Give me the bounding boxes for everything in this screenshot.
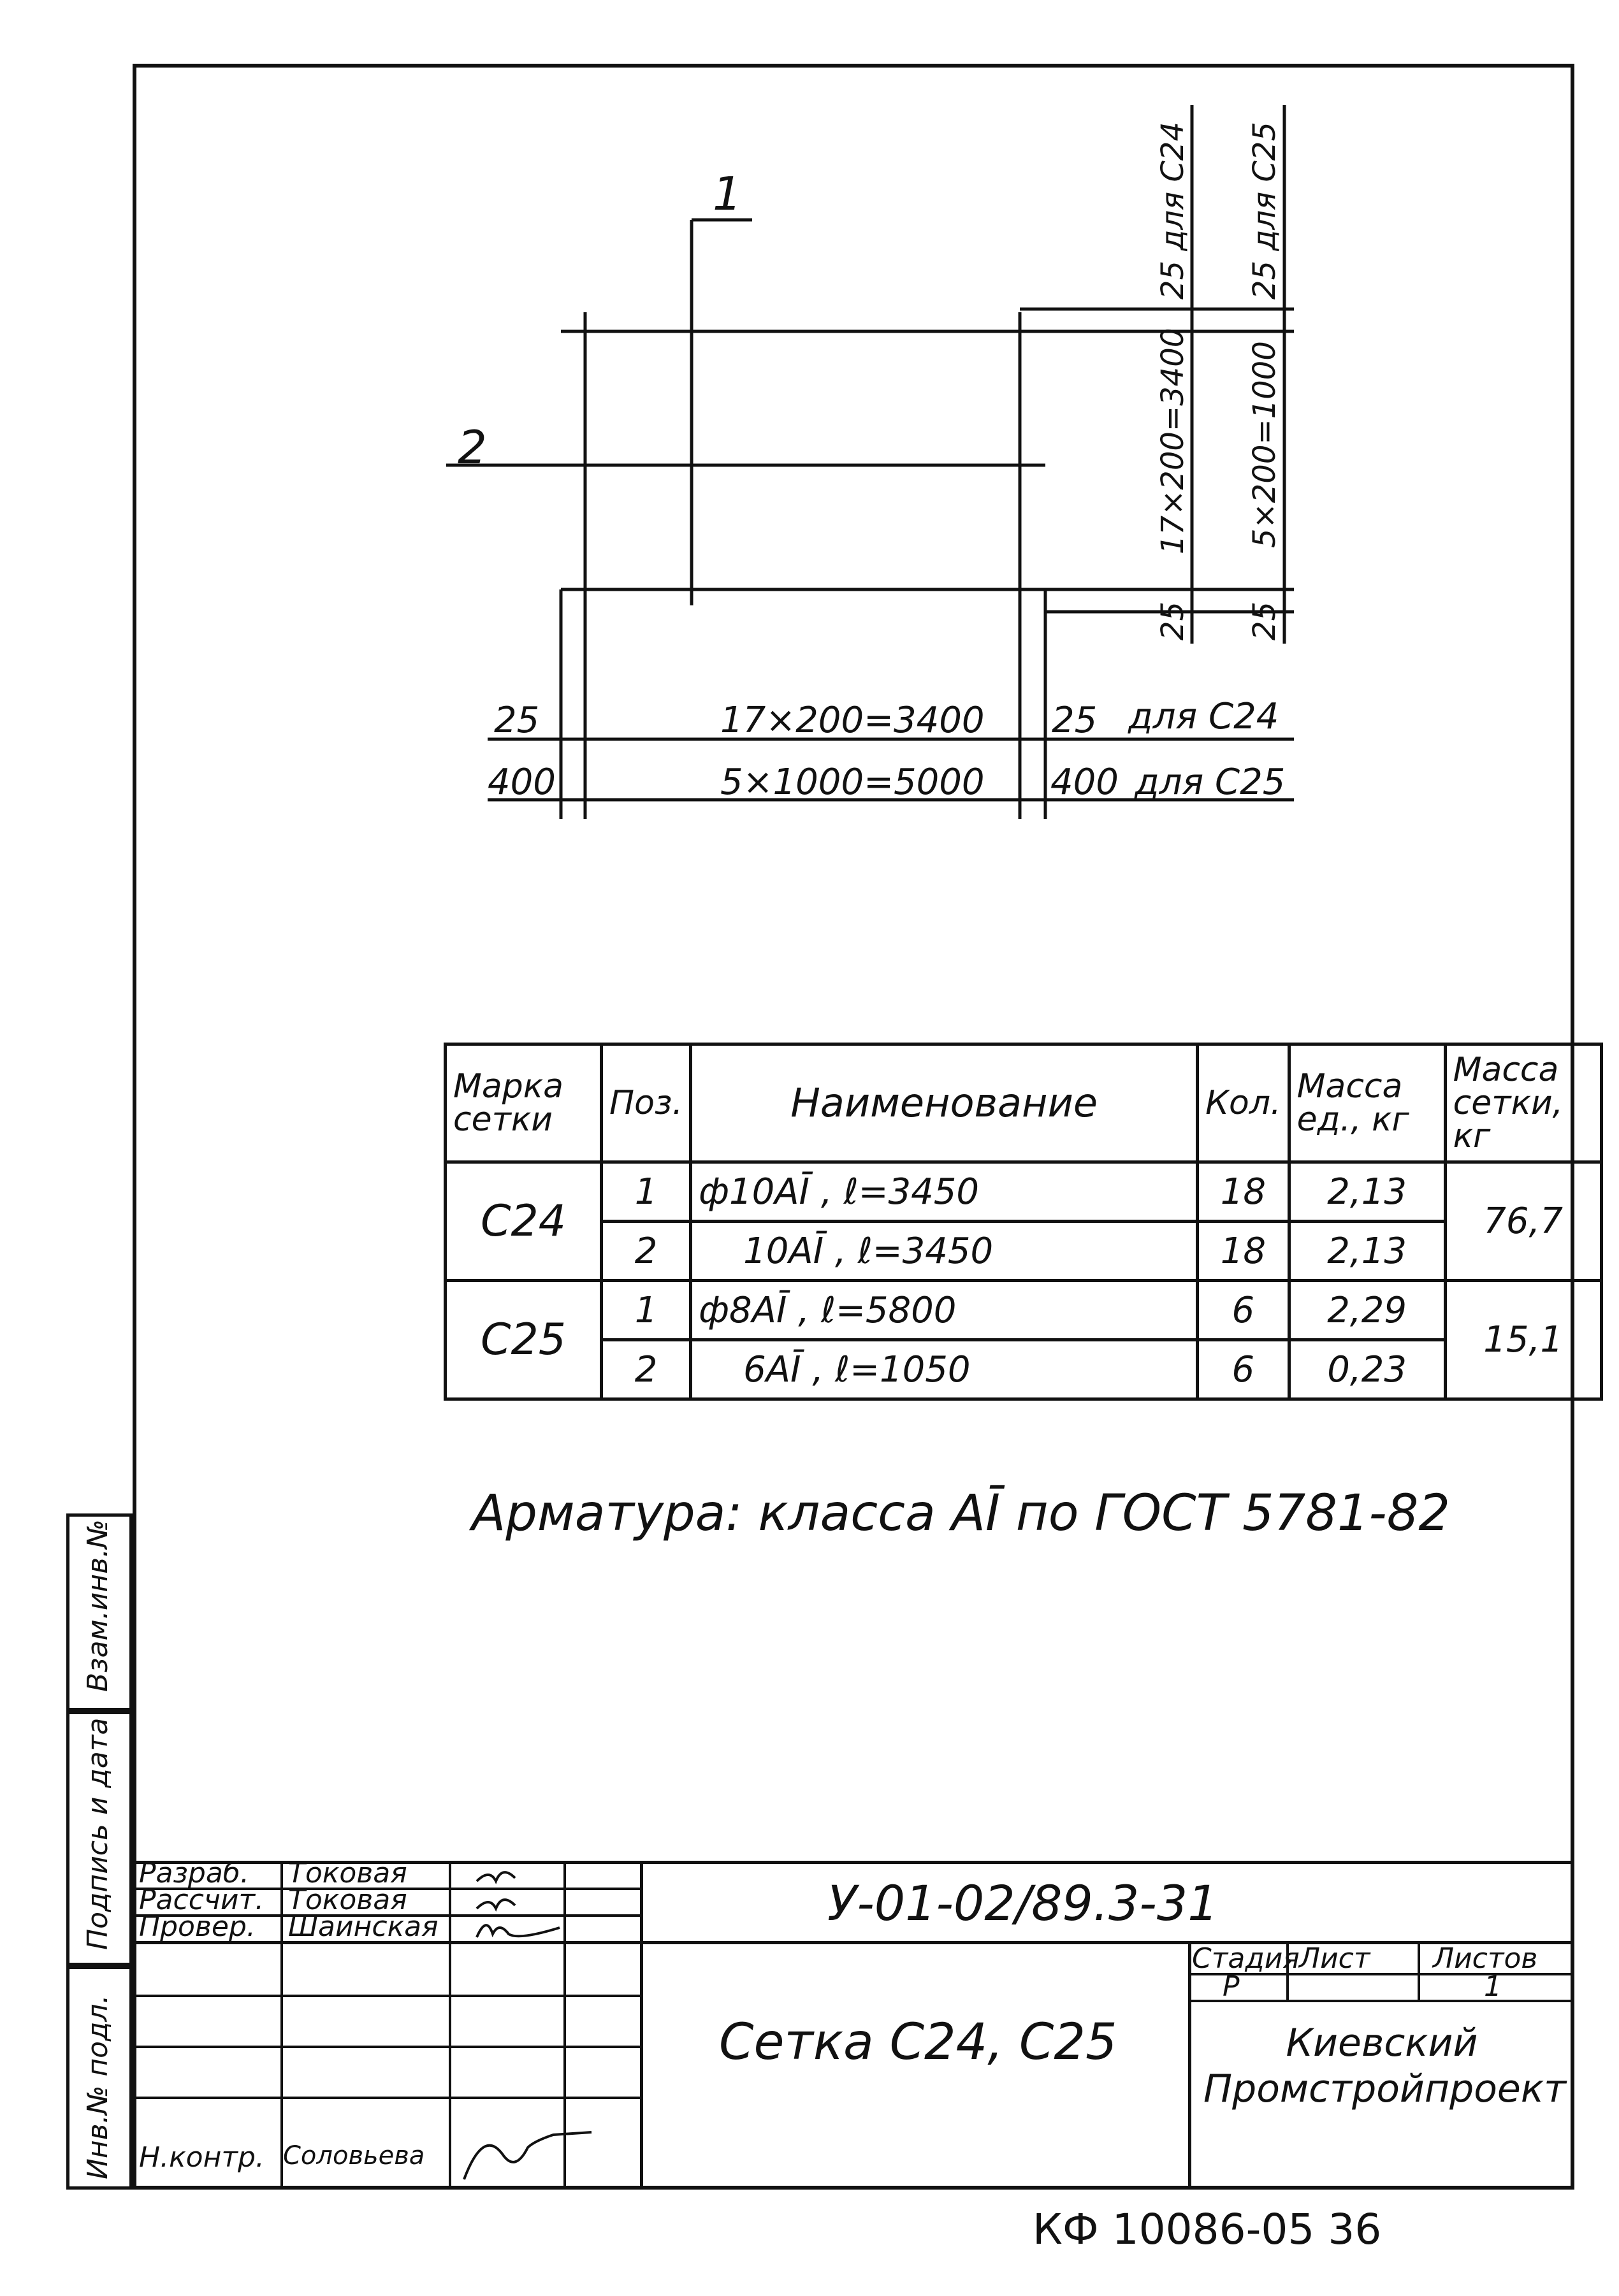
role-1: Рассчит. [139, 1884, 265, 1916]
item-name: 10АĪ , ℓ=3450 [691, 1222, 1198, 1281]
dim-right-c25-bottom: 25 [1247, 601, 1282, 640]
item-name: ф10АĪ , ℓ=3450 [691, 1162, 1198, 1222]
table-row [446, 1340, 1602, 1399]
role-0: Разраб. [139, 1857, 249, 1889]
stage-value: Р [1223, 1970, 1240, 2003]
item-name: ф8АĪ , ℓ=5800 [691, 1281, 1198, 1340]
pos: 2 [602, 1340, 691, 1399]
qty: 6 [1198, 1340, 1289, 1399]
mark-c24: С24 [446, 1162, 602, 1281]
stage-label: Стадия [1192, 1942, 1300, 1975]
sheets-label: Листов [1433, 1942, 1538, 1975]
specification-table [444, 1043, 1603, 1401]
table-row [446, 1281, 1602, 1340]
name-1: Токовая [288, 1884, 407, 1916]
pos: 1 [602, 1281, 691, 1340]
name-0: Токовая [288, 1857, 407, 1889]
table-row [446, 1162, 1602, 1222]
col-qty: Кол. [1198, 1044, 1289, 1162]
col-pos: Поз. [602, 1044, 691, 1162]
footer-stamp: КФ 10086-05 36 [1033, 2205, 1382, 2254]
unit-mass: 2,13 [1289, 1222, 1445, 1281]
callout-1: 1 [713, 167, 742, 220]
col-name: Наименование [691, 1044, 1198, 1162]
side-label-inventory: Инв.№ подл. [82, 1995, 114, 2179]
pos: 1 [602, 1162, 691, 1222]
document-code: У-01-02/89.3-31 [827, 1875, 1219, 1931]
side-label-replacement: Взам.инв.№ [82, 1519, 114, 1692]
total-mass-c25: 15,1 [1445, 1281, 1601, 1399]
qty: 18 [1198, 1162, 1289, 1222]
col-unit-mass: Масса ед., кг [1289, 1044, 1445, 1162]
dim-bottom-right-400: 400 [1050, 762, 1119, 803]
item-name: 6АĪ , ℓ=1050 [691, 1340, 1198, 1399]
role-2: Провер. [139, 1910, 256, 1943]
reinforcement-note: Арматура: класса АĪ по ГОСТ 5781-82 [472, 1485, 1450, 1542]
qty: 6 [1198, 1281, 1289, 1340]
unit-mass: 2,29 [1289, 1281, 1445, 1340]
col-mark: Марка сетки [446, 1044, 602, 1162]
qty: 18 [1198, 1222, 1289, 1281]
dim-bottom-c24-span: 17×200=3400 [720, 700, 985, 741]
table-row [446, 1222, 1602, 1281]
side-label-signature: Подпись и дата [82, 1717, 114, 1950]
name-2: Шаинская [288, 1910, 439, 1943]
name-6: Соловьева [283, 2141, 425, 2170]
sheet-label: Лист [1299, 1942, 1370, 1975]
col-total-mass: Масса сетки, кг [1445, 1044, 1601, 1162]
dim-right-c24-top: 25 для С24 [1155, 122, 1191, 300]
role-6: Н.контр. [139, 2141, 265, 2174]
dim-bottom-right-25: 25 [1052, 700, 1098, 741]
title-block [133, 1857, 1574, 2190]
unit-mass: 2,13 [1289, 1162, 1445, 1222]
dim-right-c24-span: 17×200=3400 [1155, 328, 1191, 554]
dim-bottom-c25-span: 5×1000=5000 [720, 762, 985, 803]
signatures [451, 1861, 643, 2190]
organization-name: Киевский Промстройпроект [1203, 2021, 1567, 2111]
dim-bottom-left-400: 400 [488, 762, 556, 803]
spec-header-row [446, 1044, 1602, 1162]
sheet-title: Сетка С24, С25 [719, 2014, 1117, 2071]
dim-right-c25-top: 25 для С25 [1247, 122, 1282, 300]
dim-bottom-c24-label: для С24 [1128, 696, 1279, 737]
unit-mass: 0,23 [1289, 1340, 1445, 1399]
dim-right-c25-span: 5×200=1000 [1247, 341, 1282, 548]
dim-bottom-c25-label: для С25 [1135, 762, 1286, 803]
total-mass-c24: 76,7 [1445, 1162, 1601, 1281]
sheets-value: 1 [1484, 1970, 1502, 2003]
dim-bottom-left-25: 25 [494, 700, 540, 741]
dim-right-c24-bottom: 25 [1155, 601, 1191, 640]
pos: 2 [602, 1222, 691, 1281]
callout-2: 2 [458, 421, 487, 474]
mark-c25: С25 [446, 1281, 602, 1399]
